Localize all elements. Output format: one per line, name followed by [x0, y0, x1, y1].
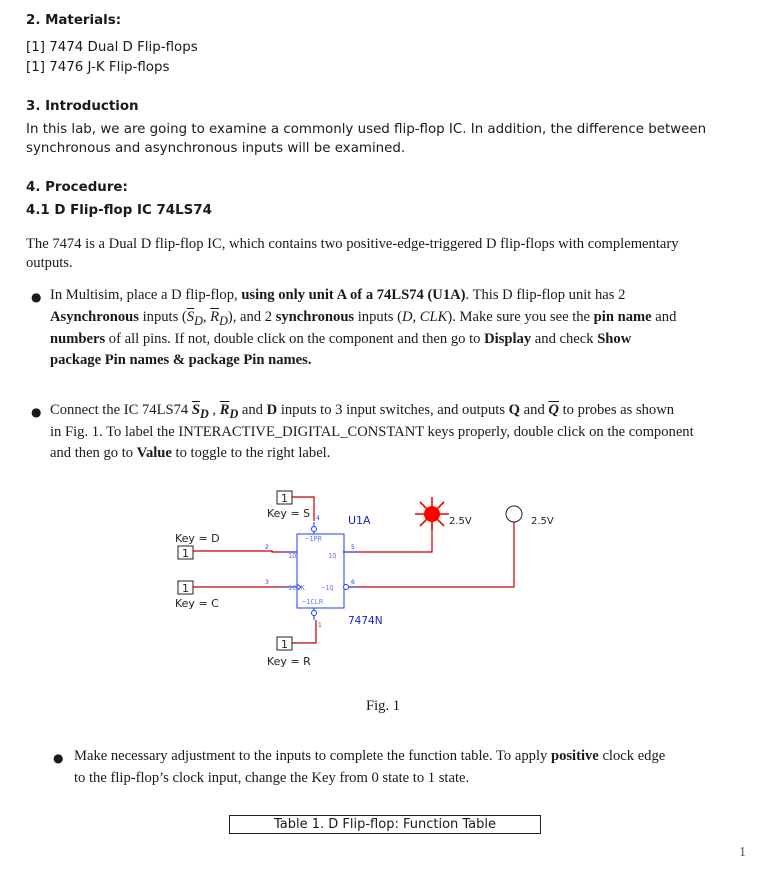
page-number: 1: [739, 845, 746, 860]
bullet-icon: ●: [31, 405, 42, 419]
pin-clr-label: ~1CLR: [302, 598, 324, 606]
procedure-subheading: 4.1 D Flip-flop IC 74LS74: [26, 203, 212, 218]
pin-pr-label: ~1PR: [305, 535, 322, 543]
qn-bubble-icon: [344, 585, 349, 590]
procedure-heading: 4. Procedure:: [26, 180, 128, 195]
pin-d-label: 1D: [288, 552, 297, 560]
key-r-value: 1: [281, 638, 288, 651]
ic-name: U1A: [348, 514, 371, 527]
pr-bubble-icon: [312, 527, 317, 532]
circuit-diagram: [0, 470, 776, 720]
procedure-paragraph-line: outputs.: [26, 255, 73, 271]
pin-number: 2: [265, 544, 269, 551]
probe1-lit-icon: [415, 497, 449, 530]
pin-q-label: 1Q: [328, 552, 337, 560]
pin-number: 4: [316, 515, 320, 522]
bullet1-line: In Multisim, place a D flip-flop, using only unit A of a 74LS74 (U1A). This D flip-flop unit has 2: [50, 287, 626, 303]
intro-line: synchronous and asynchronous inputs will be examined.: [26, 141, 406, 156]
intro-heading: 3. Introduction: [26, 99, 139, 114]
clr-bubble-icon: [312, 611, 317, 616]
key-r-label: Key = R: [267, 655, 311, 668]
pin-qn-label: ~1Q: [321, 584, 334, 592]
probe1-label: 2.5V: [449, 516, 472, 527]
key-d-label: Key = D: [175, 532, 220, 545]
intro-line: In this lab, we are going to examine a commonly used flip-flop IC. In addition, the difference between: [26, 122, 707, 137]
bullet2-line: in Fig. 1. To label the INTERACTIVE_DIGITAL_CONSTANT keys properly, double click on the component: [50, 424, 694, 440]
materials-item: [1] 7476 J-K Flip-flops: [26, 60, 170, 75]
pin-number: 3: [265, 579, 269, 586]
bullet3-line: Make necessary adjustment to the inputs to complete the function table. To apply positive clock edge: [74, 748, 666, 764]
materials-heading: 2. Materials:: [26, 13, 122, 28]
procedure-paragraph-line: The 7474 is a Dual D flip-flop IC, which contains two positive-edge-triggered D flip-flops with complementary: [26, 236, 679, 252]
bullet2-line: and then go to Value to toggle to the right label.: [50, 445, 331, 461]
bullet1-line: Asynchronous inputs ($\overline{S}_D$, $\overline{R}_D$), and 2 synchronous inputs (D, CLK). Make sure you see the pin name and: [50, 309, 677, 328]
wire-qn: [348, 522, 514, 587]
key-d-value: 1: [182, 547, 189, 560]
table-caption: Table 1. D Flip-flop: Function Table: [229, 815, 541, 834]
bullet-icon: ●: [53, 751, 64, 765]
figure-caption: Fig. 1: [366, 698, 401, 714]
pin-number: 1: [318, 622, 322, 629]
bullet-icon: ●: [31, 290, 42, 304]
bullet1-line: numbers of all pins. If not, double click on the component and then go to Display and check Show: [50, 331, 632, 347]
pin-number: 6: [351, 579, 355, 586]
probe2-label: 2.5V: [531, 516, 554, 527]
pin-clk-label: 1CLK: [288, 584, 305, 592]
probe2-off-icon: [506, 506, 522, 522]
key-c-label: Key = C: [175, 597, 219, 610]
key-s-label: Key = S: [267, 507, 311, 520]
key-c-value: 1: [182, 582, 189, 595]
ic-part: 7474N: [348, 615, 383, 627]
materials-item: [1] 7474 Dual D Flip-flops: [26, 40, 198, 55]
key-s-value: 1: [281, 492, 288, 505]
wire-r: [292, 620, 316, 643]
pin-number: 5: [351, 544, 355, 551]
bullet3-line: to the flip-flop’s clock input, change the Key from 0 state to 1 state.: [74, 770, 470, 786]
ic-body: [297, 534, 344, 608]
bullet2-line: Connect the IC 74LS74 $\overline{S}_D$ , $\overline{R}_D$ and D inputs to 3 input switches, and outputs Q and $\overline{Q}$ to probes as shown: [50, 402, 675, 421]
bullet1-line: package Pin names & package Pin names.: [50, 352, 312, 368]
wire-d: [188, 551, 297, 552]
